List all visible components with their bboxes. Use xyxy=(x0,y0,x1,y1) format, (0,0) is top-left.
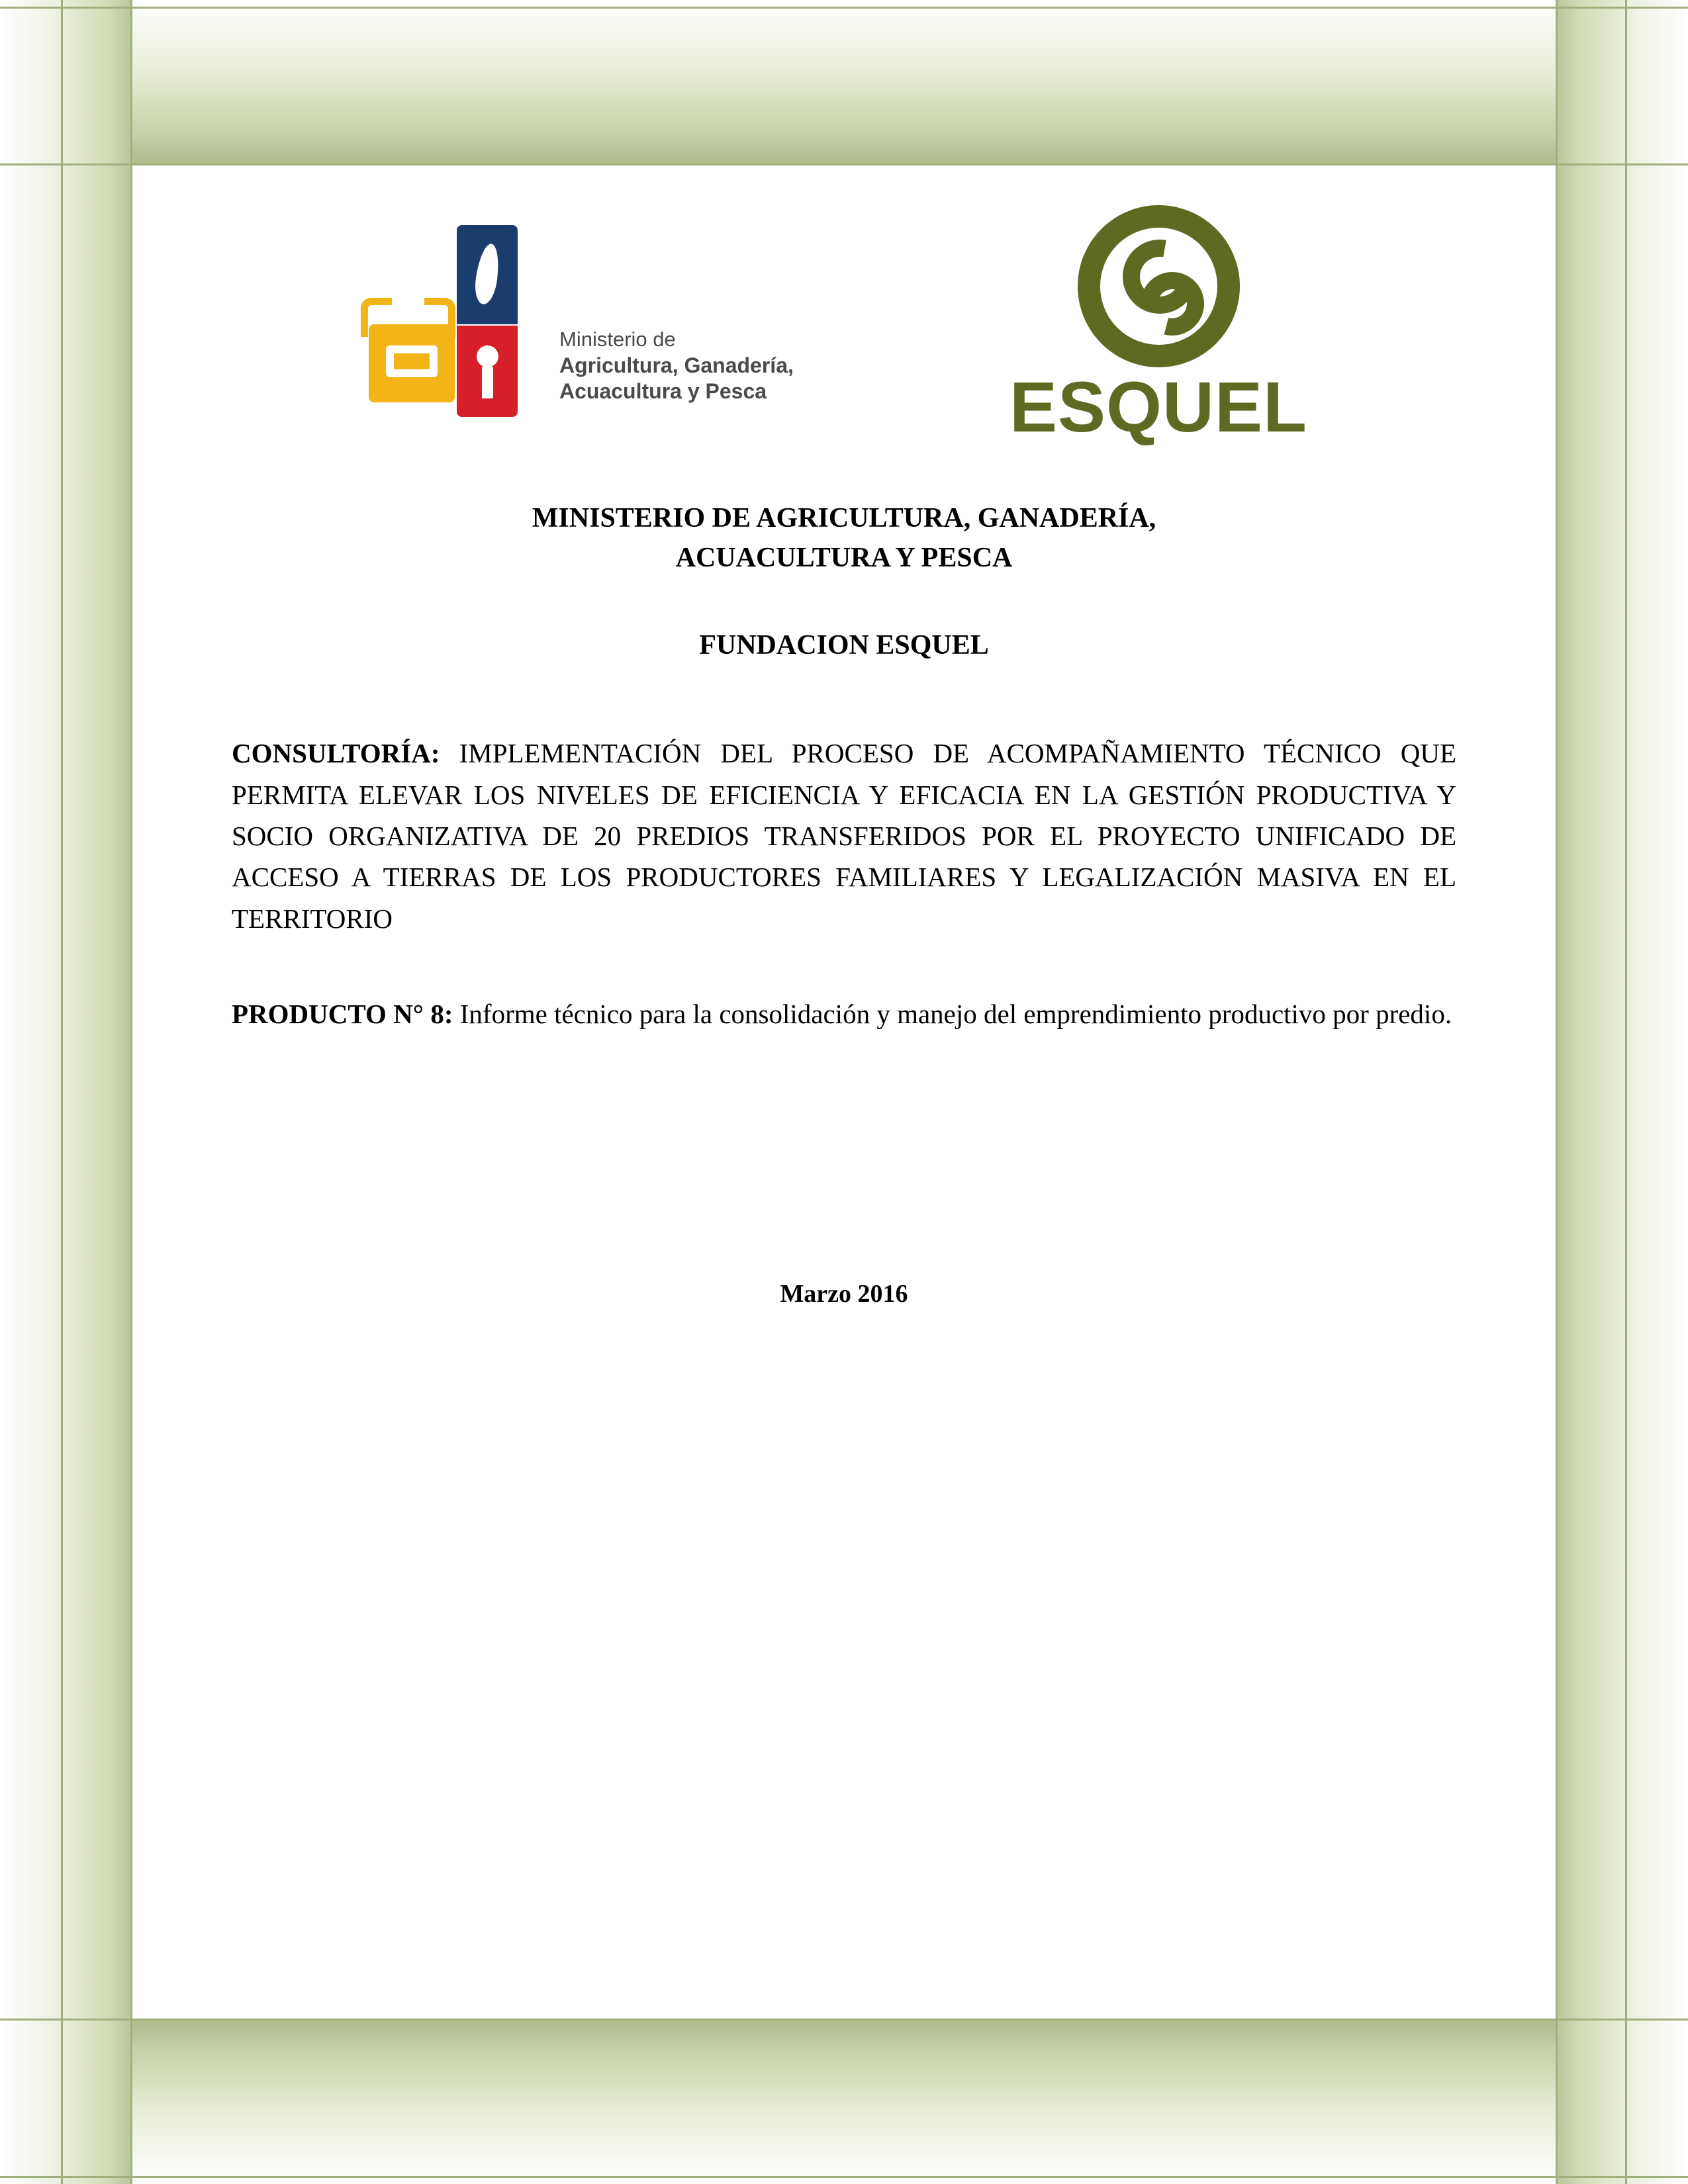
page-title-line2: ACUACULTURA Y PESCA xyxy=(675,542,1013,573)
border-rule-inner-right xyxy=(1625,0,1627,2184)
organization-title: FUNDACION ESQUEL xyxy=(699,630,989,661)
magap-red-fish-icon xyxy=(457,326,518,417)
border-band-left xyxy=(0,0,132,2184)
esquel-logo xyxy=(986,205,1331,447)
border-band-right xyxy=(1556,0,1688,2184)
border-rule-inner-bottom xyxy=(0,2176,1688,2178)
consultoria-label: CONSULTORÍA: xyxy=(232,738,440,769)
ministry-logo-line2: Agricultura, Ganadería, xyxy=(559,353,794,377)
magap-yellow-cow-icon xyxy=(369,324,455,402)
border-band-top xyxy=(0,0,1688,165)
border-rule-outer-bottom xyxy=(0,2019,1688,2021)
producto-text: Informe técnico para la consolidación y manejo del emprendimiento productivo por predio. xyxy=(453,998,1452,1029)
border-rule-outer-right xyxy=(1556,0,1558,2184)
border-band-bottom xyxy=(0,2019,1688,2184)
consultoria-paragraph xyxy=(232,733,1456,939)
document-date: Marzo 2016 xyxy=(780,1280,908,1308)
page-title-line1: MINISTERIO DE AGRICULTURA, GANADERÍA, xyxy=(532,503,1156,533)
esquel-wordmark: ESQUEL xyxy=(1009,367,1308,447)
border-rule-inner-top xyxy=(0,7,1688,9)
ministry-logo-text xyxy=(559,327,794,417)
border-rule-outer-left xyxy=(130,0,132,2184)
magap-logo-icon xyxy=(361,225,553,417)
producto-label: PRODUCTO N° 8: xyxy=(232,998,453,1029)
logo-row xyxy=(232,199,1456,477)
ministry-logo xyxy=(361,225,794,417)
page-title xyxy=(232,499,1456,578)
document-content xyxy=(232,199,1456,1308)
border-rule-outer-top xyxy=(0,163,1688,165)
consultoria-text: IMPLEMENTACIÓN DEL PROCESO DE ACOMPAÑAMIENTO TÉCNICO QUE PERMITA ELEVAR LOS NIVELES DE EFICIENCIA Y EFICACIA EN LA GESTIÓN PRODUCTIVA Y SOCIO ORGANIZATIVA DE 20 PREDIOS TRANSFERIDOS POR EL PROYECTO UNIFICADO DE ACCESO A TIERRAS DE LOS PRODUCTORES FAMILIARES Y LEGALIZACIÓN MASIVA EN EL TERRITORIO xyxy=(232,738,1456,934)
ministry-logo-line3: Acuacultura y Pesca xyxy=(559,379,767,404)
producto-paragraph xyxy=(232,993,1456,1034)
ministry-logo-line1: Ministerio de xyxy=(559,328,676,351)
border-rule-inner-left xyxy=(61,0,63,2184)
esquel-logo-icon xyxy=(1078,205,1240,367)
magap-blue-leaf-icon xyxy=(457,225,518,324)
